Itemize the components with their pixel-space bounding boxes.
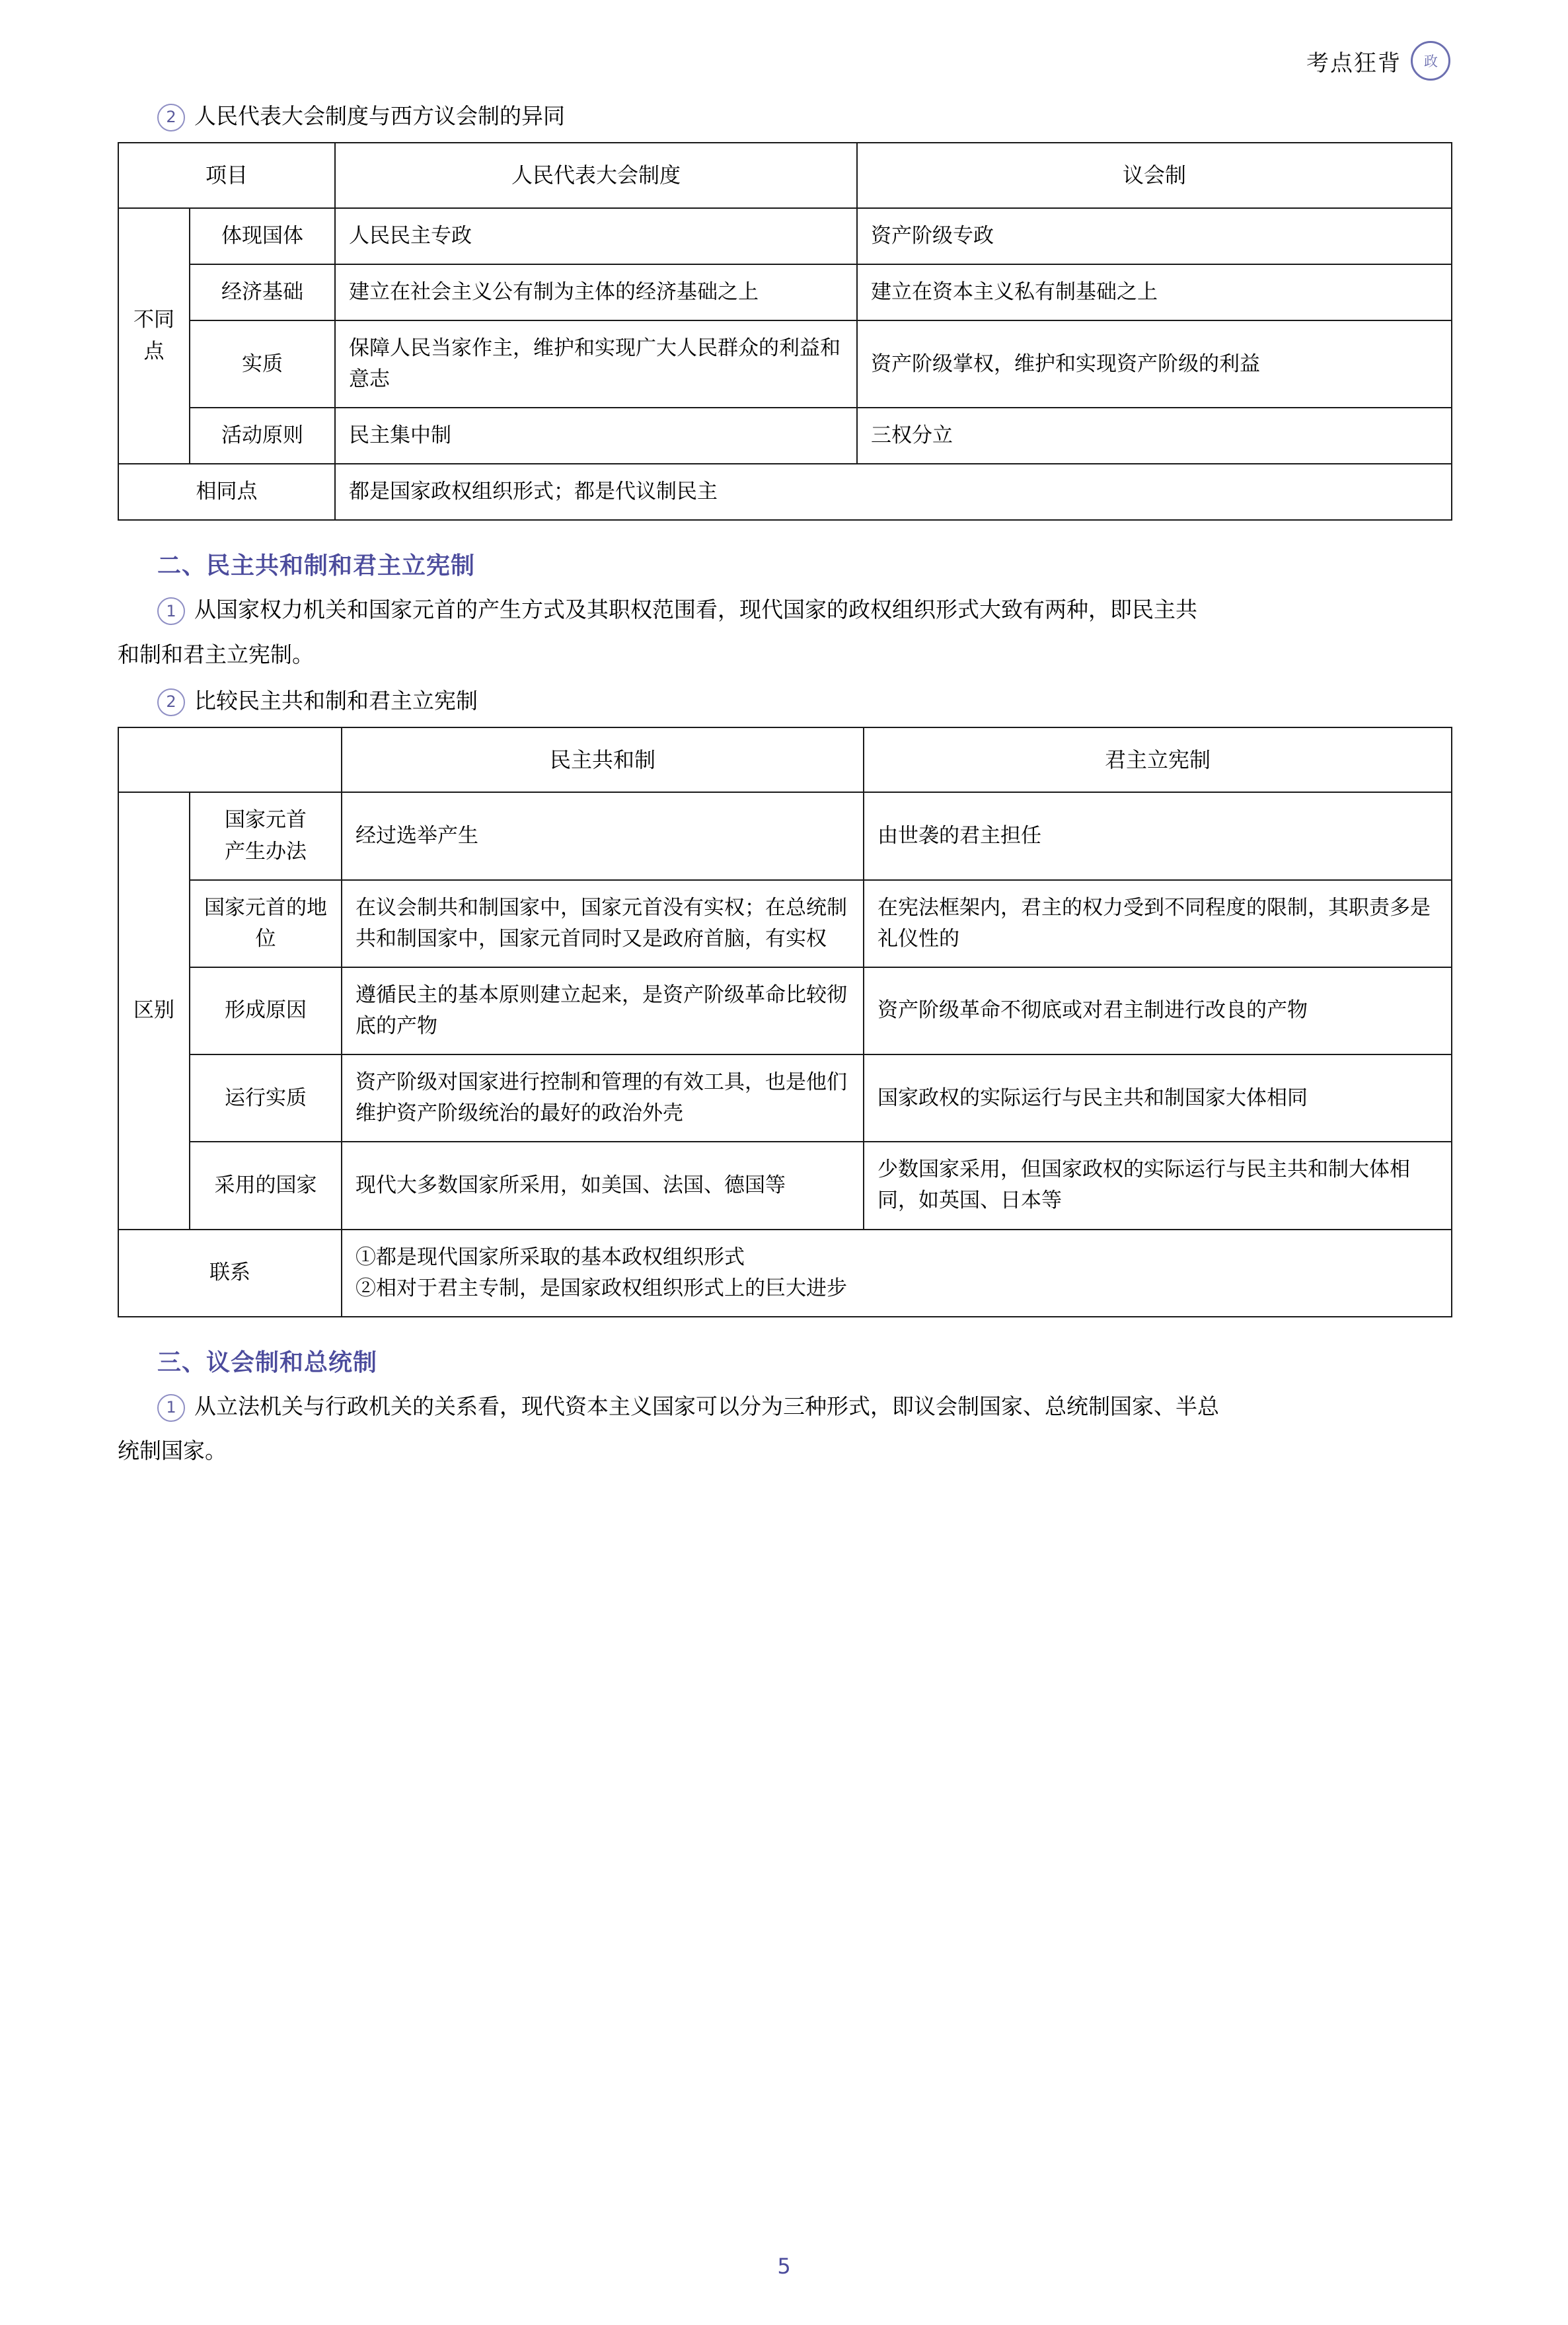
section2-item2 xyxy=(157,684,1450,718)
table2-link-value xyxy=(342,1230,1452,1317)
page-content xyxy=(118,0,1450,1469)
section3-item1-text: 从立法机关与行政机关的关系看，现代资本主义国家可以分为三种形式，即议会制国家、总统制国家、半总 xyxy=(194,1393,1219,1419)
table2-row3-label: 运行实质 xyxy=(190,1054,342,1142)
table-row-header xyxy=(118,143,1452,208)
comparison-table-1 xyxy=(118,142,1452,521)
table2-row4-col1: 现代大多数国家所采用，如美国、法国、德国等 xyxy=(342,1142,864,1229)
table2-group-label: 区别 xyxy=(118,792,190,1229)
table1-same-value: 都是国家政权组织形式；都是代议制民主 xyxy=(335,464,1452,520)
table1-row3-col2: 三权分立 xyxy=(857,408,1452,464)
table2-row0-col2: 由世袭的君主担任 xyxy=(864,792,1452,879)
table-row xyxy=(118,880,1452,967)
table2-row0-col1: 经过选举产生 xyxy=(342,792,864,879)
comparison-table-2 xyxy=(118,727,1452,1317)
table2-link-label: 联系 xyxy=(118,1230,342,1317)
section2-item1 xyxy=(157,593,1450,626)
table-row xyxy=(118,264,1452,320)
table1-row2-col1: 保障人民当家作主，维护和实现广大人民群众的利益和意志 xyxy=(335,320,857,408)
subject-badge-icon: 政 xyxy=(1411,41,1450,81)
table2-link-line1: ①都是现代国家所采取的基本政权组织形式 xyxy=(355,1245,745,1269)
table2-row3-col1: 资产阶级对国家进行控制和管理的有效工具，也是他们维护资产阶级统治的最好的政治外壳 xyxy=(342,1054,864,1142)
table1-header-1: 人民代表大会制度 xyxy=(335,143,857,208)
section2-item1-text: 从国家权力机关和国家元首的产生方式及其职权范围看，现代国家的政权组织形式大致有两种，即民主共 xyxy=(194,597,1197,623)
table2-header-2: 君主立宪制 xyxy=(864,727,1452,793)
table1-header-0: 项目 xyxy=(118,143,335,208)
table2-row4-col2: 少数国家采用，但国家政权的实际运行与民主共和制大体相同，如英国、日本等 xyxy=(864,1142,1452,1229)
table-row xyxy=(118,408,1452,464)
table1-row0-col2: 资产阶级专政 xyxy=(857,208,1452,264)
table2-row2-col2: 资产阶级革命不彻底或对君主制进行改良的产物 xyxy=(864,967,1452,1054)
table1-row1-col2: 建立在资本主义私有制基础之上 xyxy=(857,264,1452,320)
page-footer xyxy=(0,2254,1568,2279)
list-marker-1: 1 xyxy=(157,597,185,625)
table1-row1-label: 经济基础 xyxy=(190,264,335,320)
section2-item2-text: 比较民主共和制和君主立宪制 xyxy=(194,687,478,714)
table2-row1-label: 国家元首的地位 xyxy=(190,880,342,967)
table1-row2-col2: 资产阶级掌权，维护和实现资产阶级的利益 xyxy=(857,320,1452,408)
table2-row4-label: 采用的国家 xyxy=(190,1142,342,1229)
section-title-2: 二、民主共和制和君主立宪制 xyxy=(157,552,476,580)
table2-row0-label-line2: 产生办法 xyxy=(225,839,307,864)
table-row xyxy=(118,464,1452,520)
table1-row0-col1: 人民民主专政 xyxy=(335,208,857,264)
header-title: 考点狂背 xyxy=(1306,50,1401,77)
table1-row2-label: 实质 xyxy=(190,320,335,408)
list-marker-1: 1 xyxy=(157,1394,185,1422)
list-marker-2: 2 xyxy=(157,688,185,716)
table2-row0-label xyxy=(190,792,342,879)
table2-row3-col2: 国家政权的实际运行与民主共和制国家大体相同 xyxy=(864,1054,1452,1142)
table1-row1-col1: 建立在社会主义公有制为主体的经济基础之上 xyxy=(335,264,857,320)
table-row xyxy=(118,1142,1452,1229)
table-row xyxy=(118,1054,1452,1142)
table1-group-label: 不同点 xyxy=(118,208,190,464)
table-row xyxy=(118,320,1452,408)
table-row-header xyxy=(118,727,1452,793)
page-number: 5 xyxy=(777,2254,791,2279)
table2-link-line2: ②相对于君主专制，是国家政权组织形式上的巨大进步 xyxy=(355,1276,847,1300)
table-row xyxy=(118,792,1452,879)
table-row xyxy=(118,1230,1452,1317)
section3-item1-text-cont: 统制国家。 xyxy=(118,1437,227,1463)
table1-same-label: 相同点 xyxy=(118,464,335,520)
table2-row0-label-line1: 国家元首 xyxy=(225,808,307,832)
table1-header-2: 议会制 xyxy=(857,143,1452,208)
table1-row3-label: 活动原则 xyxy=(190,408,335,464)
section3-item1 xyxy=(157,1389,1450,1423)
table2-row2-label: 形成原因 xyxy=(190,967,342,1054)
table1-row0-label: 体现国体 xyxy=(190,208,335,264)
table2-header-1: 民主共和制 xyxy=(342,727,864,793)
table2-row2-col1: 遵循民主的基本原则建立起来，是资产阶级革命比较彻底的产物 xyxy=(342,967,864,1054)
block1-heading-text: 人民代表大会制度与西方议会制的异同 xyxy=(194,103,565,129)
section-title-3: 三、议会制和总统制 xyxy=(157,1348,378,1376)
block1-heading-line xyxy=(157,99,1450,133)
table-row xyxy=(118,967,1452,1054)
table2-header-0 xyxy=(118,727,342,793)
table2-row1-col1: 在议会制共和制国家中，国家元首没有实权；在总统制共和制国家中，国家元首同时又是政府首脑，有实权 xyxy=(342,880,864,967)
table1-row3-col1: 民主集中制 xyxy=(335,408,857,464)
section2-item1-text-cont: 和制和君主立宪制。 xyxy=(118,641,314,667)
table2-row1-col2: 在宪法框架内，君主的权力受到不同程度的限制，其职责多是礼仪性的 xyxy=(864,880,1452,967)
list-marker-2: 2 xyxy=(157,104,185,131)
table-row xyxy=(118,208,1452,264)
